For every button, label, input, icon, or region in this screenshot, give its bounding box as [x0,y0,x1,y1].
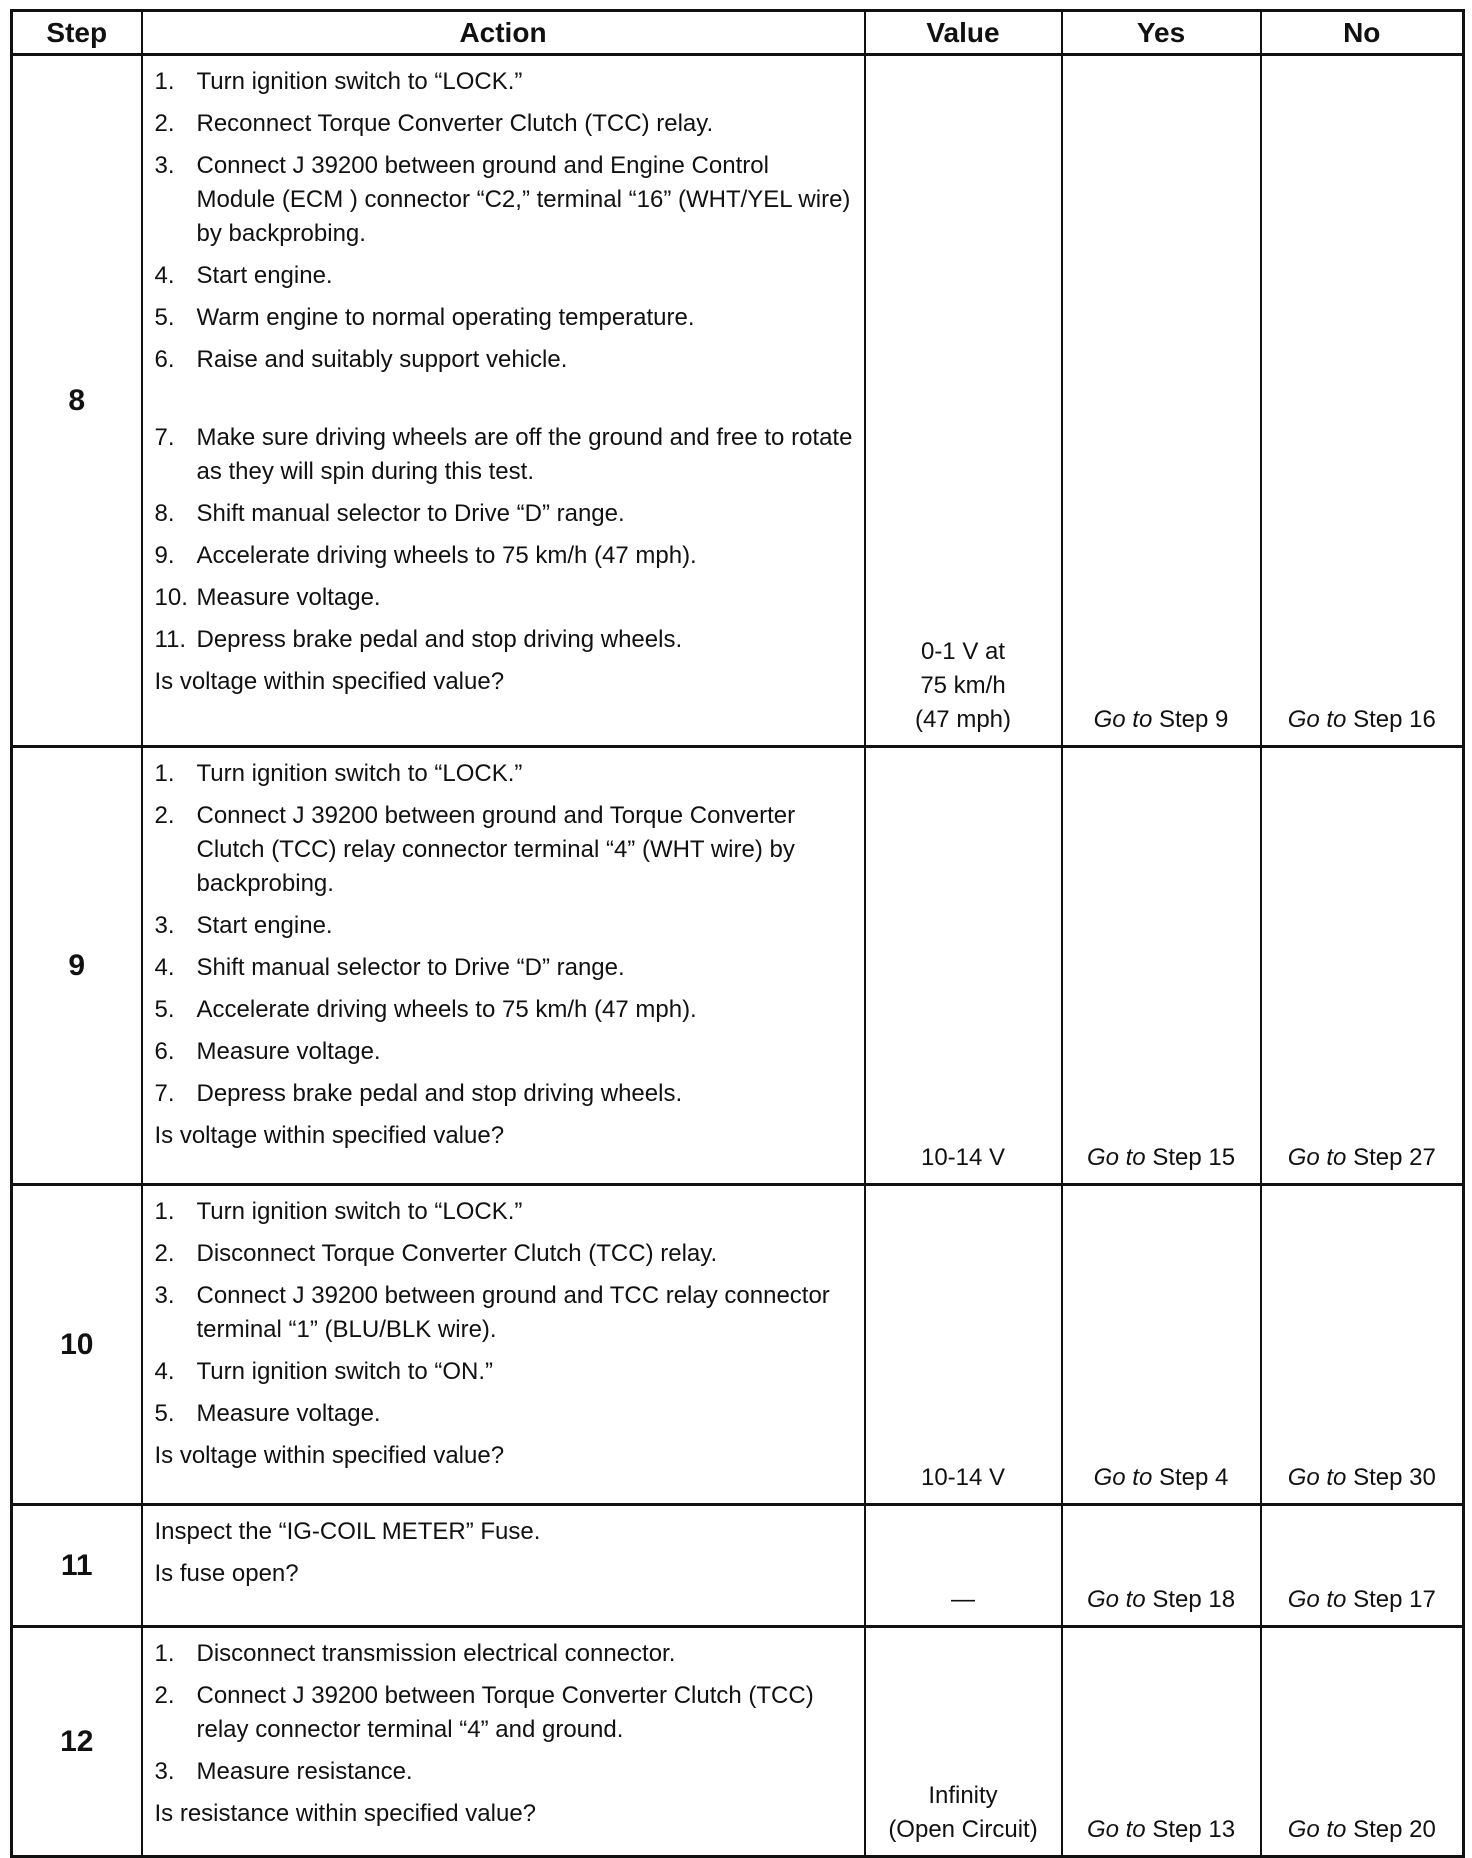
action-item: 3. Connect J 39200 between ground and TCC relay connector terminal “1” (BLU/BLK wire). [154,1282,830,1343]
no-target: Step 17 [1353,1586,1436,1613]
yes-target: Step 9 [1158,706,1229,733]
action-item: 3. Connect J 39200 between ground and Engine Control Module (ECM ) connector “C2,” terminal “16” (WHT/YEL wire) by backprobing. [154,152,851,247]
no-cell: Go to Step 16 [1261,55,1464,747]
no-target: Step 27 [1353,1144,1436,1171]
no-target: Step 16 [1353,706,1436,733]
header-value: Value [865,11,1062,55]
no-target: Step 30 [1353,1464,1436,1491]
yes-target: Step 18 [1152,1586,1236,1613]
step-number: 11 [12,1505,142,1627]
yes-target: Step 15 [1152,1144,1236,1171]
value-cell [865,1627,1062,1857]
no-cell: Go to Step 20 [1261,1627,1464,1857]
action-item: 1. Turn ignition switch to “LOCK.” [154,1198,523,1225]
yes-target: Step 13 [1152,1816,1236,1843]
action-item: 2. Reconnect Torque Converter Clutch (TCC) relay. [154,110,714,137]
value-cell [865,55,1062,747]
spec-value: 10-14 V [920,1464,1006,1491]
action-question: Is voltage within specified value? [154,1122,505,1149]
action-item: 5. Warm engine to normal operating temperature. [154,304,695,331]
table-row-step-12 [12,1627,1464,1857]
action-item: 2. Connect J 39200 between ground and Torque Converter Clutch (TCC) relay connector terminal “4” (WHT wire) by backprobing. [154,802,796,897]
table-row-step-10 [12,1185,1464,1505]
yes-cell: Go to Step 4 [1062,1185,1261,1505]
action-item: 1. Disconnect transmission electrical connector. [154,1640,676,1667]
action-item: 6. Measure voltage. [154,1038,381,1065]
header-yes: Yes [1062,11,1261,55]
action-item: 7. Depress brake pedal and stop driving wheels. [154,1080,683,1107]
action-cell [142,1185,865,1505]
action-cell [142,1627,865,1857]
action-item: 4. Shift manual selector to Drive “D” range. [154,954,625,981]
yes-cell: Go to Step 15 [1062,747,1261,1185]
action-item: 11. Depress brake pedal and stop driving wheels. [154,626,683,653]
spec-value: 0-1 V at 75 km/h (47 mph) [914,638,1012,733]
action-item: 2. Connect J 39200 between Torque Converter Clutch (TCC) relay connector terminal “4” and ground. [154,1682,814,1743]
yes-cell: Go to Step 13 [1062,1627,1261,1857]
action-cell [142,747,865,1185]
yes-cell: Go to Step 9 [1062,55,1261,747]
spec-value: 10-14 V [920,1144,1006,1171]
action-cell [142,1505,865,1627]
action-question: Is voltage within specified value? [154,1442,505,1469]
no-cell: Go to Step 27 [1261,747,1464,1185]
table-row-step-8 [12,55,1464,747]
step-number: 9 [12,747,142,1185]
value-cell [865,1505,1062,1627]
table-header [12,11,1464,55]
yes-cell: Go to Step 18 [1062,1505,1261,1627]
action-item: 5. Accelerate driving wheels to 75 km/h (47 mph). [154,996,697,1023]
action-item: 3. Start engine. [154,912,333,939]
action-item: 9. Accelerate driving wheels to 75 km/h (47 mph). [154,542,697,569]
action-item: 5. Measure voltage. [154,1400,381,1427]
no-cell: Go to Step 17 [1261,1505,1464,1627]
action-item: 4. Turn ignition switch to “ON.” [154,1358,494,1385]
action-question: Is resistance within specified value? [154,1800,537,1827]
action-item: 4. Start engine. [154,262,333,289]
action-item: 2. Disconnect Torque Converter Clutch (TCC) relay. [154,1240,718,1267]
action-cell [142,55,865,747]
header-no: No [1261,11,1464,55]
step-number: 12 [12,1627,142,1857]
action-question: Is voltage within specified value? [154,668,505,695]
action-item: 10. Measure voltage. [154,584,381,611]
header-action: Action [142,11,865,55]
value-cell [865,747,1062,1185]
step-number: 10 [12,1185,142,1505]
header-row [12,11,1464,55]
action-question: Is fuse open? [154,1560,299,1587]
spec-value: — [951,1586,975,1613]
header-step: Step [12,11,142,55]
table-row-step-9 [12,747,1464,1185]
no-target: Step 20 [1353,1816,1436,1843]
action-item: 6. Raise and suitably support vehicle. [154,346,568,373]
yes-target: Step 4 [1158,1464,1229,1491]
value-cell [865,1185,1062,1505]
action-instruction: Inspect the “IG-COIL METER” Fuse. [154,1518,541,1545]
action-item: 8. Shift manual selector to Drive “D” range. [154,500,625,527]
table-row-step-11 [12,1505,1464,1627]
no-cell: Go to Step 30 [1261,1185,1464,1505]
action-item: 1. Turn ignition switch to “LOCK.” [154,68,523,95]
step-number: 8 [12,55,142,747]
action-item: 3. Measure resistance. [154,1758,413,1785]
spec-value: Infinity (Open Circuit) [888,1782,1038,1843]
action-item: 1. Turn ignition switch to “LOCK.” [154,760,523,787]
diagnostic-table [10,9,1465,1858]
action-item: 7. Make sure driving wheels are off the ground and free to rotate as they will spin during this test. [154,424,853,485]
